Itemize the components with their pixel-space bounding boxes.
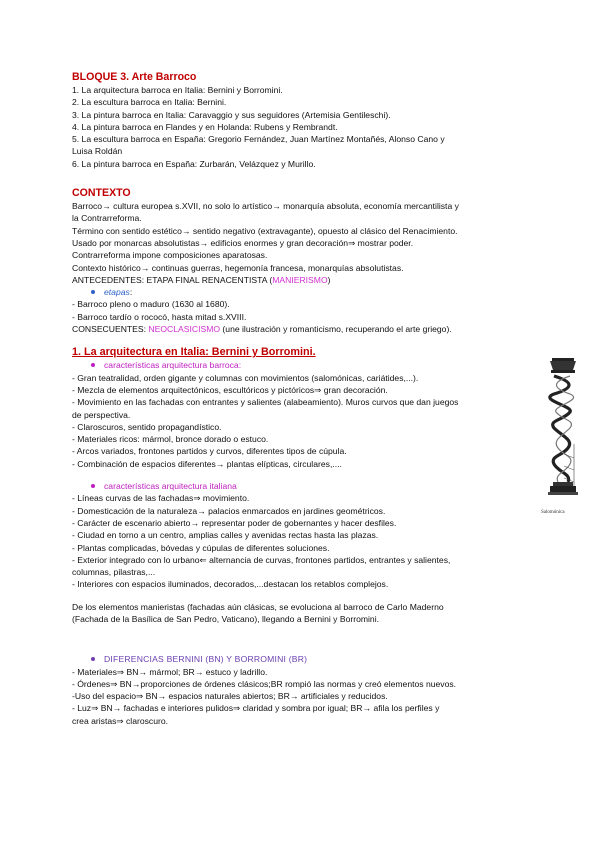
bloque-item: Luisa Roldán	[72, 146, 123, 157]
bloque-list	[72, 84, 534, 170]
contexto-title: CONTEXTO	[72, 187, 131, 200]
paragraph-line: (Fachada de la Basílica de San Pedro, Vaticano), llegando a Bernini y Borromini.	[72, 613, 379, 624]
paragraph-line: De los elementos manieristas (fachadas aún clásicas, se evoluciona al barroco de Carlo Maderno	[72, 601, 444, 612]
etapas-colon: :	[129, 287, 133, 298]
sub1-item: de perspectiva.	[72, 409, 131, 420]
antecedentes-line	[72, 274, 534, 286]
contexto-line: Término con sentido estético→ sentido negativo (extravagante), opuesto al clásico del Renacimiento.	[72, 225, 458, 236]
bloque-item: 2. La escultura barroca en Italia: Bernini.	[72, 97, 227, 108]
bloque-item: 6. La pintura barroca en España: Zurbarán, Velázquez y Murillo.	[72, 158, 316, 169]
bloque-item: 1. La arquitectura barroca en Italia: Bernini y Borromini.	[72, 85, 283, 95]
sub1-heading	[72, 359, 534, 371]
sub2-list	[72, 492, 534, 590]
sub1-list	[72, 372, 534, 470]
bloque-item: 5. La escultura barroca en España: Gregorio Fernández, Juan Martínez Montañés, Alonso Cano y	[72, 134, 445, 145]
contexto-line: Contexto histórico→ continuas guerras, hegemonía francesa, monarquías absolutistas.	[72, 262, 404, 273]
etapas-heading	[72, 286, 534, 298]
contexto-line: la Contrarreforma.	[72, 213, 142, 224]
sub1-title: características arquitectura barroca:	[104, 360, 242, 371]
diferencias-heading	[72, 653, 534, 665]
sub1-item: - Movimiento en las fachadas con entrantes y salientes (alabeamiento). Muros curvos que dan juegos	[72, 397, 459, 408]
sub1-item: - Arcos variados, frontones partidos y curvos, diferentes tipos de cúpula.	[72, 446, 347, 457]
consecuentes-suffix: (une ilustración y romanticismo, recuperando el arte griego).	[220, 324, 452, 335]
contexto-body	[72, 200, 534, 335]
sub2-item: - Carácter de escenario abierto→ representar poder de gobernantes y hacer desfiles.	[72, 517, 397, 528]
sub2-heading	[72, 480, 534, 492]
maderno-paragraph	[72, 601, 534, 626]
sub1-item: - Claroscuros, sentido propagandístico.	[72, 421, 222, 432]
etapa-item: - Barroco tardío o rococó, hasta mitad s.XVIII.	[72, 311, 247, 322]
sub2-item: - Líneas curvas de las fachadas⇒ movimiento.	[72, 493, 250, 504]
sub1-item: - Materiales ricos: mármol, bronce dorado o estuco.	[72, 434, 269, 445]
diferencias-title: DIFERENCIAS BERNINI (BN) Y BORROMINI (BR)	[104, 654, 308, 665]
consecuentes-line	[72, 323, 534, 335]
sub1-item: - Gran teatralidad, orden gigante y columnas con movimientos (salomónicas, cariátides,...).	[72, 372, 419, 383]
salomonic-column-icon	[540, 358, 584, 508]
bullet-dot-icon	[91, 363, 95, 367]
diferencia-item: -Uso del espacio⇒ BN→ espacios naturales abiertos; BR→ artificiales y reducidos.	[72, 691, 388, 702]
antecedentes-prefix: ANTECEDENTES: ETAPA FINAL RENACENTISTA (	[72, 274, 273, 285]
bullet-dot-icon	[91, 657, 95, 661]
document-content	[72, 70, 534, 727]
sub2-item: - Interiores con espacios iluminados, decorados,...destacan los retablos complejos.	[72, 579, 389, 590]
bloque-item: 3. La pintura barroca en Italia: Caravaggio y sus seguidores (Artemisia Gentileschi).	[72, 109, 391, 120]
contexto-line: Barroco→ cultura europea s.XVII, no solo lo artístico→ monarquía absoluta, economía mercantilista y	[72, 201, 459, 212]
sub2-title: características arquitectura italiana	[104, 481, 237, 492]
sub2-item: - Plantas complicadas, bóvedas y cúpulas de diferentes soluciones.	[72, 542, 330, 553]
contexto-line: Contrarreforma impone composiciones aparatosas.	[72, 250, 268, 261]
diferencia-item: - Luz⇒ BN→ fachadas e interiores pulidos⇒ claridad y sombra por igual; BR→ afila los perfiles y	[72, 703, 440, 714]
diferencias-list	[72, 666, 534, 727]
diferencia-item: crea aristas⇒ claroscuro.	[72, 715, 169, 726]
sub2-item: - Domesticación de la naturaleza→ palacios enmarcados en jardines geométricos.	[72, 505, 386, 516]
consecuentes-prefix: CONSECUENTES:	[72, 324, 149, 335]
etapas-label: etapas	[104, 287, 130, 298]
manierismo-highlight: MANIERISMO	[272, 274, 328, 285]
sub2-item: - Ciudad en torno a un centro, amplias calles y avenidas rectas hasta las plazas.	[72, 530, 379, 541]
bloque-item: 4. La pintura barroca en Flandes y en Holanda: Rubens y Rembrandt.	[72, 121, 338, 132]
sub1-item: - Mezcla de elementos arquitectónicos, escultóricos y pictóricos⇒ gran decoración.	[72, 384, 388, 395]
figure-caption: Salomónica	[541, 510, 565, 515]
sub2-item: columnas, pilastras,...	[72, 567, 156, 578]
sub2-item: - Exterior integrado con lo urbano⇐ alternancia de curvas, frontones partidos, entrantes y salientes,	[72, 554, 451, 565]
bullet-dot-icon	[91, 290, 95, 294]
sub1-item: - Combinación de espacios diferentes→ plantas elípticas, circulares,....	[72, 458, 342, 469]
neoclasicismo-highlight: NEOCLASICISMO	[148, 324, 221, 335]
diferencia-item: - Materiales⇒ BN→ mármol; BR→ estuco y ladrillo.	[72, 666, 268, 677]
antecedentes-suffix: )	[327, 274, 331, 285]
bloque-title: BLOQUE 3. Arte Barroco	[72, 71, 197, 83]
section1-title: 1. La arquitectura en Italia: Bernini y Borromini.	[72, 346, 316, 359]
diferencia-item: - Órdenes⇒ BN→proporciones de órdenes clásicos;BR rompió las normas y creó elementos nuevos.	[72, 678, 457, 689]
bullet-dot-icon	[91, 484, 95, 488]
etapa-item: - Barroco pleno o maduro (1630 al 1680).	[72, 299, 230, 310]
contexto-line: Usado por monarcas absolutistas→ edificios enormes y gran decoración⇒ mostrar poder.	[72, 237, 414, 248]
